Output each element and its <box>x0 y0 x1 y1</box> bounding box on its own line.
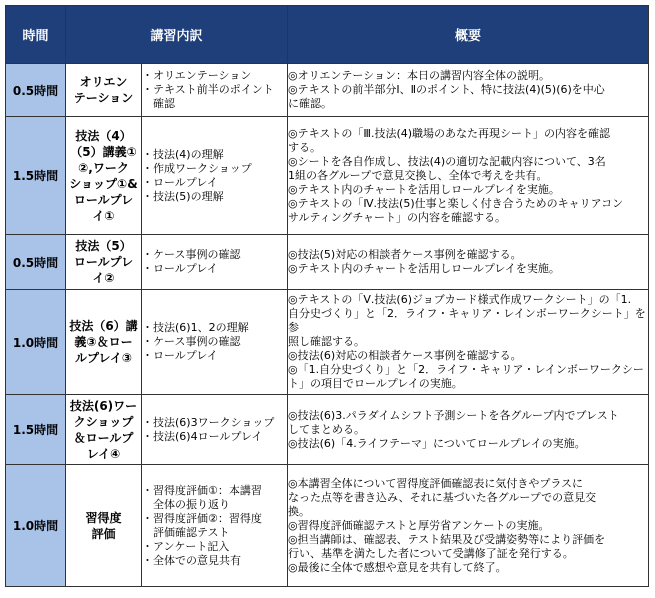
summary-line: ◎技法(5)対応の相談者ケース事例を確認する。 <box>288 248 522 261</box>
content-line: ・ケース事例の確認 <box>142 335 241 348</box>
topic-cell <box>66 235 142 290</box>
training-schedule-table <box>5 5 649 587</box>
summary-line: ◎オリエンテーション：本日の講習内容全体の説明。 <box>288 69 550 82</box>
summary-line: ト」の項目でロールプレイの実施。 <box>288 377 463 390</box>
summary-line: ◎本講習全体について習得度評価確認表に気付きやプラスに <box>288 476 584 490</box>
topic-line: オリエン <box>79 75 128 89</box>
summary-line: サルティングチャート」の内容を確認する。 <box>288 210 507 224</box>
topic-line: 技法（5） <box>75 239 132 253</box>
content-line: ・ロールプレイ <box>142 349 218 362</box>
content-line: ・ロールプレイ <box>142 175 218 189</box>
topic-line: ショップ①& <box>69 176 138 191</box>
summary-line: ◎テキストの「Ⅲ.技法(4)職場のあなた再現シート」の内容を確認 <box>288 126 611 140</box>
table-body <box>6 64 649 587</box>
summary-line: ◎技法(6)3.パラダイムシフト予測シートを各グループ内でブレスト <box>288 408 619 422</box>
summary-line: ◎担当講師は、確認表、テスト結果及び受講姿勢等により評価を <box>288 532 606 546</box>
table-row <box>6 290 649 395</box>
header-row <box>6 6 649 64</box>
summary-cell <box>288 395 649 465</box>
time-cell: 0.5時間 <box>6 235 66 290</box>
time-cell: 0.5時間 <box>6 64 66 117</box>
topic-line: 義③＆ロー <box>74 335 133 349</box>
content-line: 全体の振り返り <box>142 497 230 511</box>
time-cell: 1.0時間 <box>6 465 66 587</box>
content-line: ・習得度評価①：本講習 <box>142 483 262 497</box>
summary-line: 行い、基準を満たした者について受講修了証を発行する。 <box>288 546 574 560</box>
topic-cell <box>66 465 142 587</box>
summary-line: してまとめる。 <box>288 422 366 436</box>
summary-cell <box>288 235 649 290</box>
content-cell <box>142 64 288 117</box>
topic-line: ロールプレ <box>73 255 134 269</box>
summary-line: ◎最後に全体で感想や意見を共有して終了。 <box>288 560 507 574</box>
content-line: ・技法(6)4ロールプレイ <box>142 429 263 443</box>
topic-cell <box>66 117 142 235</box>
content-line: ・オリエンテーション <box>142 69 252 82</box>
summary-line: なった点等を書き込み、それに基づいた各グループでの意見交 <box>288 490 597 504</box>
summary-line: ◎シートを各自作成し、技法(4)の適切な記載内容について、3名 <box>288 154 606 168</box>
content-cell <box>142 235 288 290</box>
table-row <box>6 64 649 117</box>
topic-line: イ② <box>92 271 115 285</box>
summary-line: ◎テキスト内のチャートを活用しロールプレイを実施。 <box>288 262 560 275</box>
content-line: ・技法(6)1、2の理解 <box>142 321 249 334</box>
topic-line: ②,ワーク <box>78 160 129 175</box>
summary-cell <box>288 64 649 117</box>
topic-line: 評価 <box>91 526 116 541</box>
summary-line: ◎テキスト内のチャートを活用しロールプレイを実施。 <box>288 182 560 196</box>
content-line: ・技法(4)の理解 <box>142 147 224 161</box>
topic-line: 習得度 <box>85 510 122 525</box>
content-line: ・作成ワークショップ <box>142 161 252 175</box>
summary-cell <box>288 290 649 395</box>
summary-line: ◎技法(6)「4.ライフテーマ」についてロールプレイの実施。 <box>288 436 586 450</box>
topic-line: イ① <box>92 208 115 223</box>
content-line: ・アンケート記入 <box>142 539 230 553</box>
topic-cell <box>66 290 142 395</box>
topic-line: 技法（6）講 <box>69 319 138 333</box>
content-line: ・全体での意見共有 <box>142 553 241 567</box>
content-line: ・テキスト前半のポイント <box>142 83 274 96</box>
time-cell: 1.5時間 <box>6 117 66 235</box>
content-cell <box>142 395 288 465</box>
topic-line: レイ④ <box>86 446 121 461</box>
summary-line: ◎テキストの前半部分Ⅰ、Ⅱのポイント、特に技法(4)(5)(6)を中心 <box>288 83 605 96</box>
topic-line: ＆ロールプ <box>73 430 134 445</box>
summary-line: ◎テキストの「Ⅳ.技法(5)仕事と楽しく付き合うためのキャリアコン <box>288 196 624 210</box>
content-line: ・ロールプレイ <box>142 262 218 275</box>
content-line: ・習得度評価②：習得度 <box>142 511 262 525</box>
summary-line: ◎習得度評価確認テストと厚労省アンケートの実施。 <box>288 518 550 532</box>
table-row <box>6 465 649 587</box>
topic-line: テーション <box>73 91 134 105</box>
header-summary: 概要 <box>288 6 649 64</box>
content-line: ・技法(5)の理解 <box>142 189 224 203</box>
time-cell: 1.0時間 <box>6 290 66 395</box>
content-cell <box>142 465 288 587</box>
summary-line: ◎テキストの「Ⅴ.技法(6)ジョブカード様式作成ワークシート」の「1. <box>288 293 632 306</box>
topic-cell <box>66 395 142 465</box>
time-cell: 1.5時間 <box>6 395 66 465</box>
summary-cell <box>288 465 649 587</box>
summary-line: に確認。 <box>288 97 333 110</box>
header-time: 時間 <box>6 6 66 64</box>
table-row <box>6 117 649 235</box>
topic-cell <box>66 64 142 117</box>
summary-line: 1組の各グループで意見交換し、全体で考えを共有。 <box>288 168 548 182</box>
summary-line: 照し確認する。 <box>288 335 366 348</box>
topic-line: （5）講義① <box>70 144 137 159</box>
summary-line: 換。 <box>288 504 311 518</box>
content-cell <box>142 117 288 235</box>
topic-line: クショップ <box>73 414 134 429</box>
header-content: 講習内訳 <box>66 6 288 64</box>
table-row <box>6 395 649 465</box>
summary-line: ◎「1.自分史づくり」と「2．ライフ・キャリア・レインボーワークシー <box>288 363 644 376</box>
summary-line: 自分史づくり」と「2．ライフ・キャリア・レインボーワークシート」を参 <box>288 307 646 334</box>
content-line: ・技法(6)3ワークショップ <box>142 415 275 429</box>
content-line: 評価確認テスト <box>142 525 230 539</box>
content-line: 確認 <box>142 97 175 110</box>
topic-line: 技法（4） <box>75 128 132 143</box>
content-line: ・ケース事例の確認 <box>142 248 241 261</box>
summary-cell <box>288 117 649 235</box>
topic-line: ロールプレ <box>73 192 134 207</box>
summary-line: ◎技法(6)対応の相談者ケース事例を確認する。 <box>288 349 522 362</box>
summary-line: する。 <box>288 140 322 154</box>
table-row <box>6 235 649 290</box>
topic-line: 技法(6)ワー <box>69 398 138 413</box>
content-cell <box>142 290 288 395</box>
topic-line: ルプレイ③ <box>74 351 133 365</box>
